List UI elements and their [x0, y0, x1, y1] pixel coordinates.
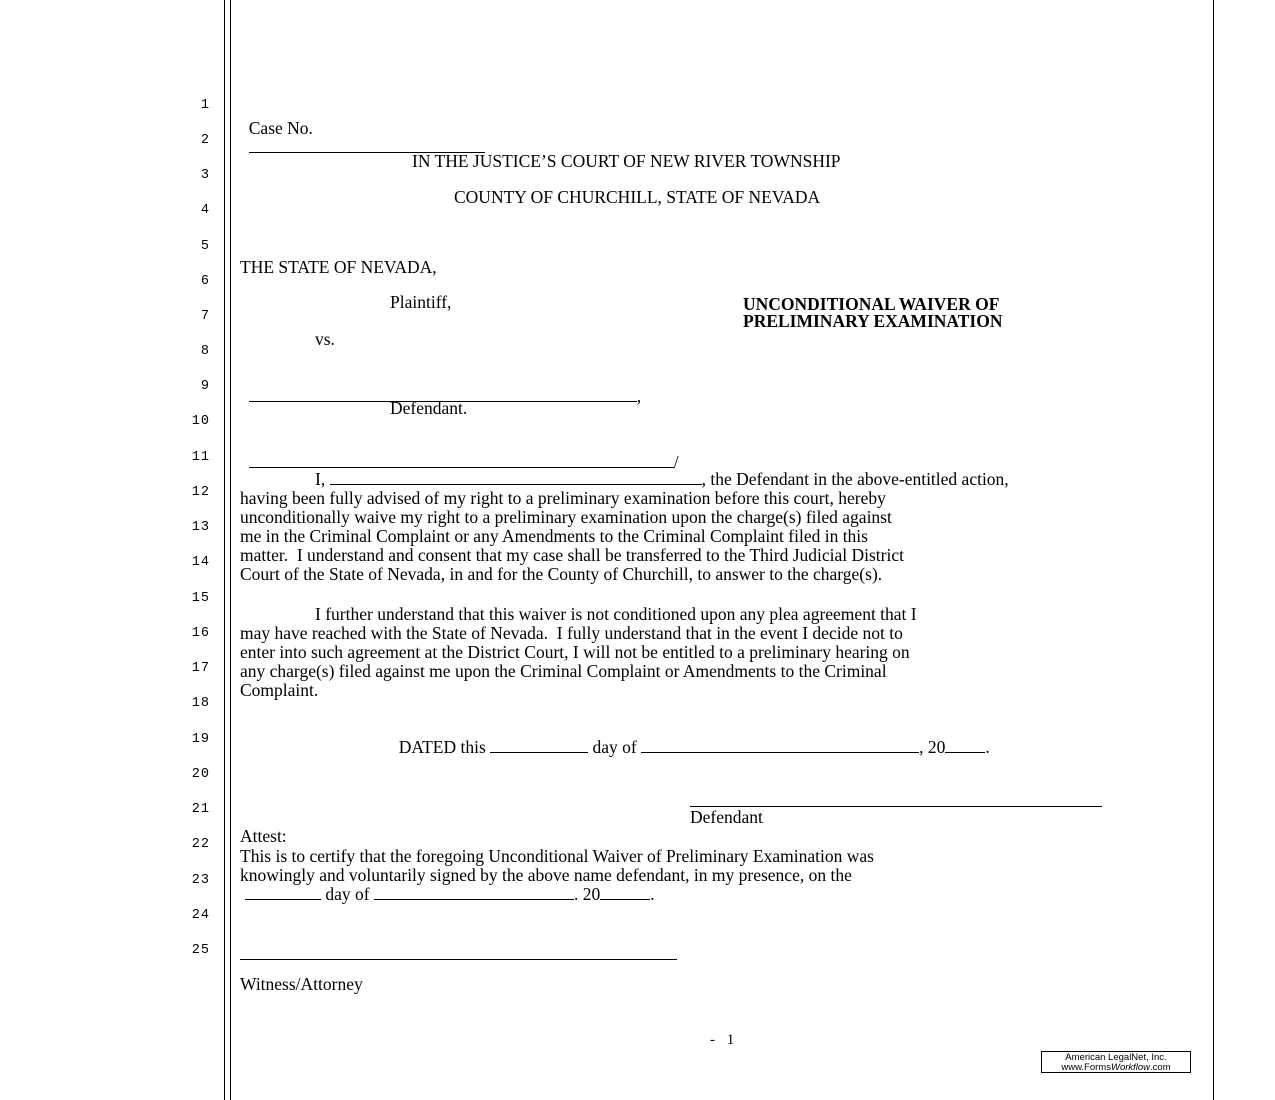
line-number: 13	[191, 520, 210, 535]
line-number: 23	[191, 873, 210, 888]
certification-line: This is to certify that the foregoing Unconditional Waiver of Preliminary Examination was	[240, 846, 874, 866]
line-number: 18	[191, 696, 210, 711]
right-margin-rule	[1213, 0, 1214, 1100]
left-margin-rule-inner	[230, 0, 231, 1100]
day-field[interactable]	[490, 738, 588, 753]
page-number: - 1	[710, 1032, 739, 1048]
line-number: 15	[191, 591, 210, 606]
paragraph-line: having been fully advised of my right to a preliminary examination before this court, hereby	[240, 488, 886, 508]
publisher-name: American LegalNet, Inc.	[1065, 1052, 1167, 1063]
month-field[interactable]	[641, 738, 919, 753]
document-title-line2: PRELIMINARY EXAMINATION	[743, 311, 1003, 331]
versus-label: vs.	[315, 329, 335, 349]
line-number: 16	[191, 626, 210, 641]
line-number: 14	[191, 555, 210, 570]
cert-year-field[interactable]	[600, 885, 650, 900]
line-number: 6	[200, 274, 210, 289]
caption-close-line	[249, 453, 674, 468]
waiver-first-line	[240, 470, 1205, 489]
line-number: 24	[191, 908, 210, 923]
dated-period: .	[985, 737, 990, 757]
line-number: 17	[191, 661, 210, 676]
comma: ,	[636, 386, 642, 406]
defendant-name-input[interactable]	[330, 470, 702, 485]
line-number: 21	[191, 802, 210, 817]
dated-row	[390, 719, 990, 757]
attest-label: Attest:	[240, 826, 287, 846]
understanding-paragraph	[240, 605, 1205, 700]
certification-paragraph	[240, 847, 1205, 904]
year-prefix: , 20	[919, 737, 946, 757]
cert-year-prefix: . 20	[573, 884, 601, 904]
paragraph-line: enter into such agreement at the District Court, I will not be entitled to a preliminary hearing on	[240, 642, 910, 662]
line-number: 9	[200, 379, 210, 394]
paragraph-line: unconditionally waive my right to a preliminary examination upon the charge(s) filed against	[240, 507, 892, 527]
cert-day-of-label: day of	[325, 884, 370, 904]
defendant-signature-line[interactable]	[690, 792, 1102, 807]
paragraph-line: matter. I understand and consent that my case shall be transferred to the Third Judicial District	[240, 545, 904, 565]
cert-month-field[interactable]	[374, 885, 574, 900]
line-number: 8	[200, 344, 210, 359]
line-number: 12	[191, 485, 210, 500]
left-margin-rule-outer	[224, 0, 225, 1100]
line-number: 25	[191, 943, 210, 958]
paragraph-line: me in the Criminal Complaint or any Amendments to the Criminal Complaint filed in this	[240, 526, 868, 546]
court-name: IN THE JUSTICE’S COURT OF NEW RIVER TOWNSHIP	[412, 151, 841, 171]
paragraph-line: may have reached with the State of Nevada. I fully understand that in the event I decide not to	[240, 623, 903, 643]
witness-label: Witness/Attorney	[240, 974, 363, 994]
line-number: 2	[200, 133, 210, 148]
certification-date-line	[240, 885, 1205, 904]
waiver-prefix: I,	[315, 469, 326, 489]
line-number: 22	[191, 837, 210, 852]
paragraph-line: any charge(s) filed against me upon the Criminal Complaint or Amendments to the Criminal	[240, 661, 887, 681]
certification-line: knowingly and voluntarily signed by the above name defendant, in my presence, on the	[240, 865, 852, 885]
plaintiff-label: Plaintiff,	[390, 292, 452, 312]
waiver-suffix: , the Defendant in the above-entitled action,	[701, 469, 1009, 489]
year-field[interactable]	[945, 738, 985, 753]
waiver-paragraph	[240, 470, 1205, 584]
line-number: 5	[200, 239, 210, 254]
line-number: 20	[191, 767, 210, 782]
publisher-url: www.FormsWorkflow.com	[1061, 1062, 1171, 1073]
day-of-label: day of	[592, 737, 637, 757]
cert-period: .	[650, 884, 655, 904]
caption-slash: /	[673, 452, 679, 472]
court-county: COUNTY OF CHURCHILL, STATE OF NEVADA	[454, 187, 821, 207]
defendant-label: Defendant.	[390, 398, 468, 418]
paragraph-line: Complaint.	[240, 680, 319, 700]
line-number: 3	[200, 168, 210, 183]
publisher-badge	[1041, 1051, 1191, 1073]
paragraph-first-line: I further understand that this waiver is not conditioned upon any plea agreement that I	[315, 604, 917, 624]
case-number-label: Case No.	[248, 118, 313, 138]
line-number: 1	[200, 98, 210, 113]
caption-close-row	[240, 434, 679, 472]
document-title-line1: UNCONDITIONAL WAIVER OF	[743, 294, 1000, 314]
witness-signature-line[interactable]	[240, 945, 677, 960]
line-number: 19	[191, 732, 210, 747]
cert-day-field[interactable]	[245, 885, 321, 900]
dated-this-label: DATED this	[398, 737, 486, 757]
state-party: THE STATE OF NEVADA,	[240, 257, 437, 277]
line-number: 7	[200, 309, 210, 324]
paragraph-line: Court of the State of Nevada, in and for the County of Churchill, to answer to the charge(s).	[240, 564, 883, 584]
defendant-signature-label: Defendant	[690, 807, 763, 827]
line-number: 11	[191, 450, 210, 465]
line-number: 10	[191, 414, 210, 429]
case-number-row	[240, 100, 485, 157]
line-number: 4	[200, 203, 210, 218]
